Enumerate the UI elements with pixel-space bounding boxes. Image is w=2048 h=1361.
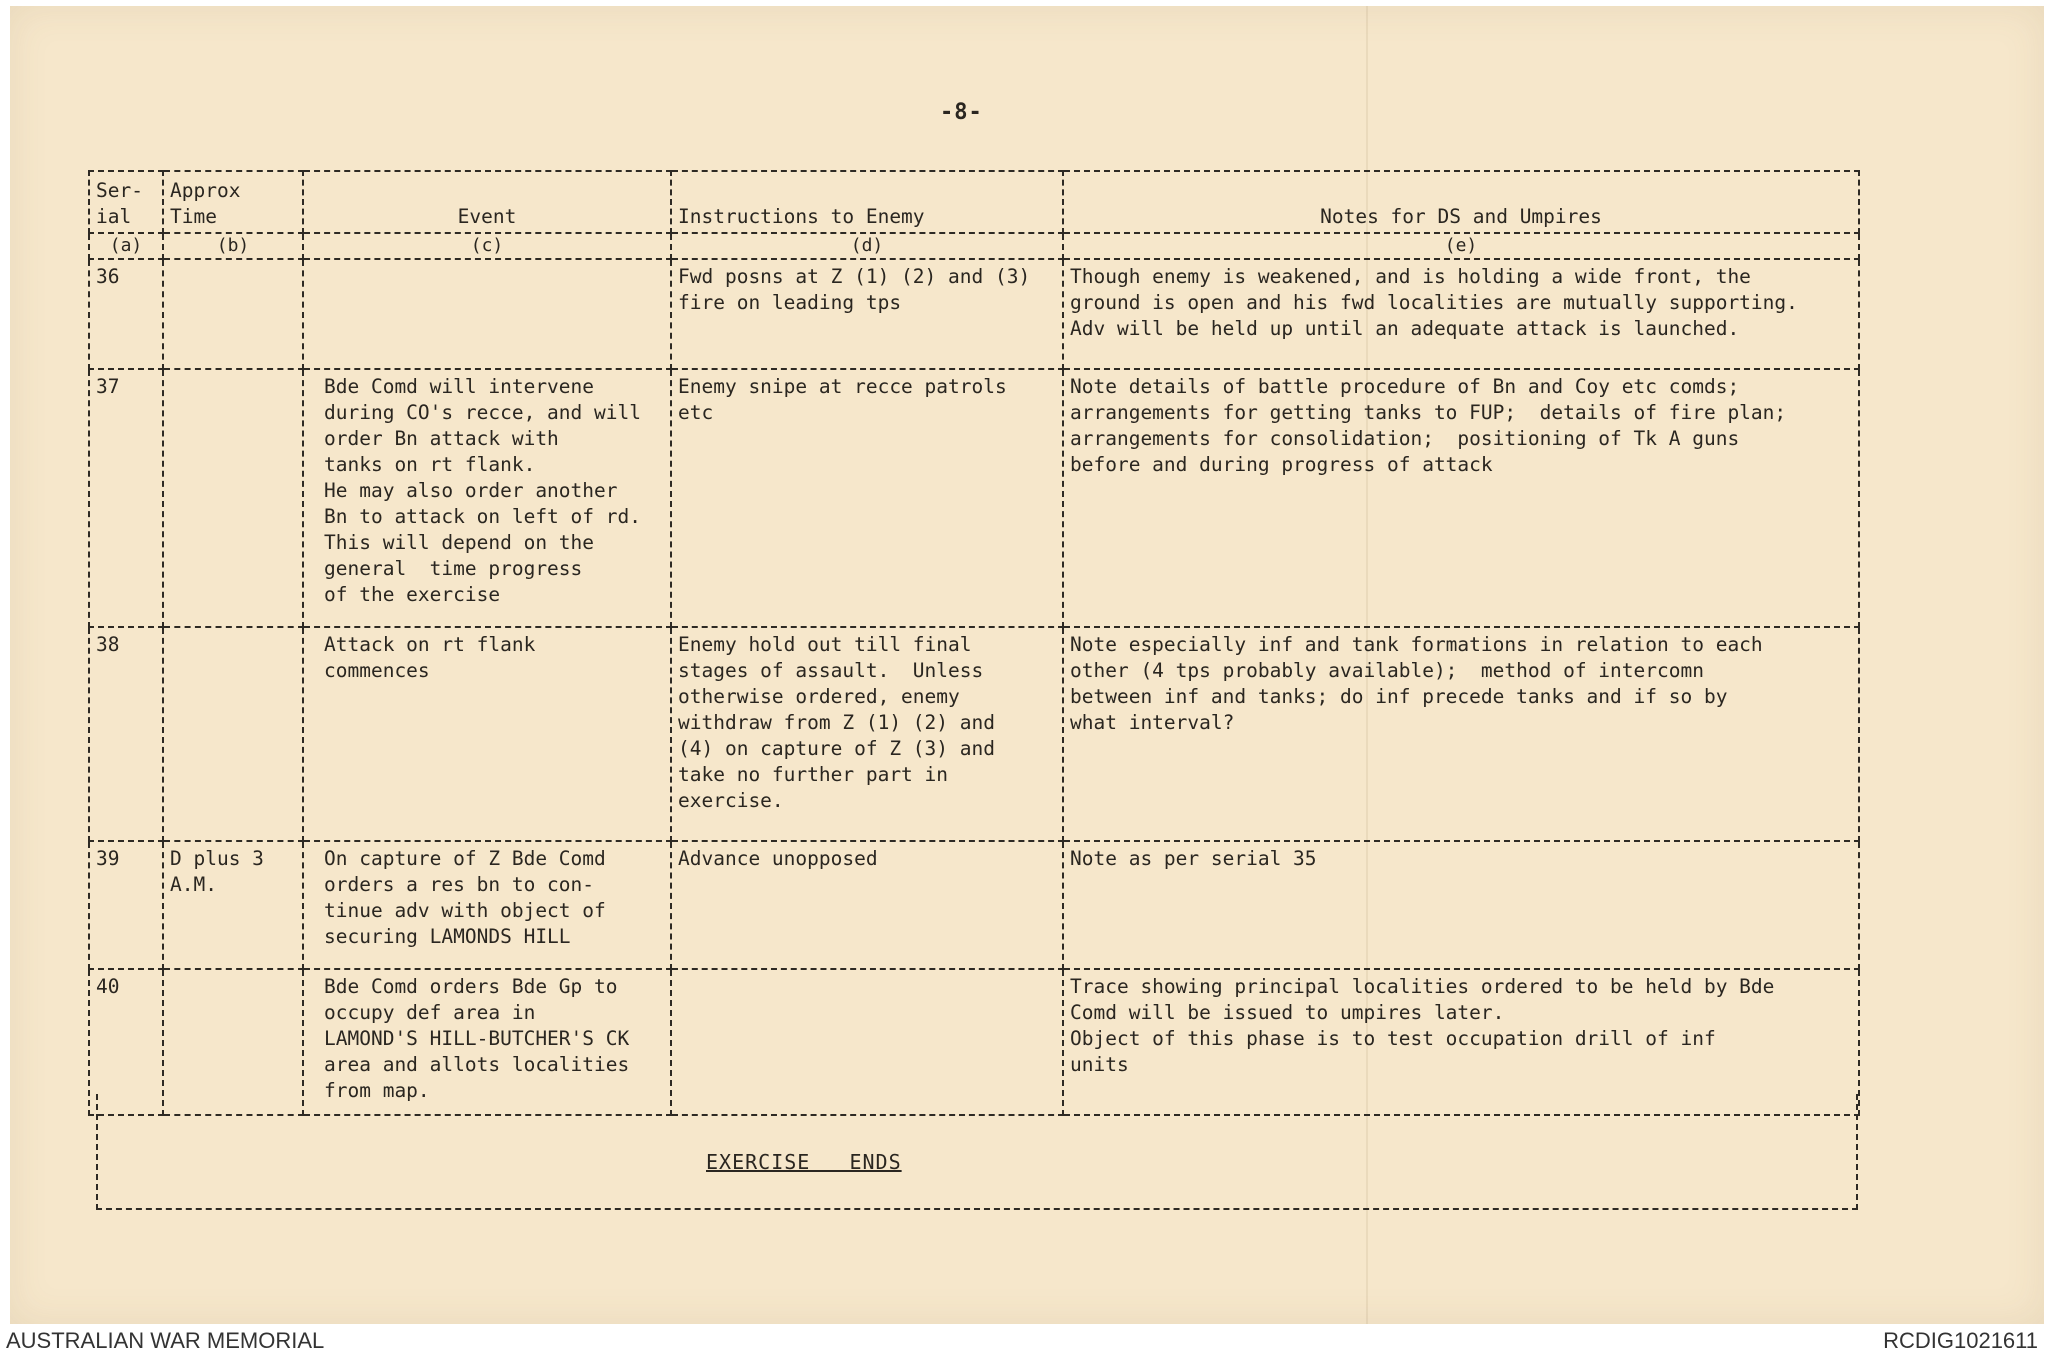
time-cell [163,627,303,841]
header-serial: Ser- ial [89,171,163,233]
instructions-cell: Advance unopposed [671,841,1063,969]
page-number: -8- [940,100,983,125]
event-cell: Bde Comd orders Bde Gp to occupy def area in LAMOND'S HILL-BUTCHER'S CK area and allots localities from map. [303,969,671,1115]
table-row [89,627,1859,841]
serial-cell: 37 [89,369,163,627]
event-cell: On capture of Z Bde Comd orders a res bn to con- tinue adv with object of securing LAMONDS HILL [303,841,671,969]
serial-cell: 38 [89,627,163,841]
time-cell [163,369,303,627]
header-time: Approx Time [163,171,303,233]
instructions-cell: Fwd posns at Z (1) (2) and (3) fire on leading tps [671,259,1063,369]
exercise-table [88,170,1860,1116]
column-letter-e: (e) [1063,233,1859,259]
event-cell: Bde Comd will intervene during CO's recce, and will order Bn attack with tanks on rt flank. He may also order another Bn to attack on left of rd. This will depend on the general time progress of the exercise [303,369,671,627]
notes-cell: Note details of battle procedure of Bn and Coy etc comds; arrangements for getting tanks to FUP; details of fire plan; arrangements for consolidation; positioning of Tk A guns before and during progress of attack [1063,369,1859,627]
column-letter-d: (d) [671,233,1063,259]
event-cell: Attack on rt flank commences [303,627,671,841]
instructions-cell: Enemy hold out till final stages of assault. Unless otherwise ordered, enemy withdraw from Z (1) (2) and (4) on capture of Z (3) and take no further part in exercise. [671,627,1063,841]
instructions-cell: Enemy snipe at recce patrols etc [671,369,1063,627]
notes-cell: Note especially inf and tank formations in relation to each other (4 tps probably available); method of intercomn between inf and tanks; do inf precede tanks and if so by what interval? [1063,627,1859,841]
time-cell [163,259,303,369]
table-row [89,369,1859,627]
notes-cell: Trace showing principal localities ordered to be held by Bde Comd will be issued to umpires later. Object of this phase is to test occupation drill of inf units [1063,969,1859,1115]
serial-cell: 39 [89,841,163,969]
table-row [89,259,1859,369]
serial-cell: 36 [89,259,163,369]
header-row [89,171,1859,233]
column-letter-a: (a) [89,233,163,259]
header-event: Event [303,171,671,233]
header-instructions: Instructions to Enemy [671,171,1063,233]
event-cell [303,259,671,369]
column-letter-row [89,233,1859,259]
notes-cell: Though enemy is weakened, and is holding a wide front, the ground is open and his fwd localities are mutually supporting. Adv will be held up until an adequate attack is launched. [1063,259,1859,369]
exercise-ends-label: EXERCISE ENDS [706,1150,902,1174]
notes-cell: Note as per serial 35 [1063,841,1859,969]
column-letter-b: (b) [163,233,303,259]
table-row [89,841,1859,969]
footer-source: AUSTRALIAN WAR MEMORIAL [6,1328,325,1353]
footer-id: RCDIG1021611 [1883,1328,2038,1353]
exercise-ends-box [96,1094,1858,1210]
column-letter-c: (c) [303,233,671,259]
time-cell: D plus 3 A.M. [163,841,303,969]
header-notes: Notes for DS and Umpires [1063,171,1859,233]
serial-cell: 40 [89,969,163,1115]
